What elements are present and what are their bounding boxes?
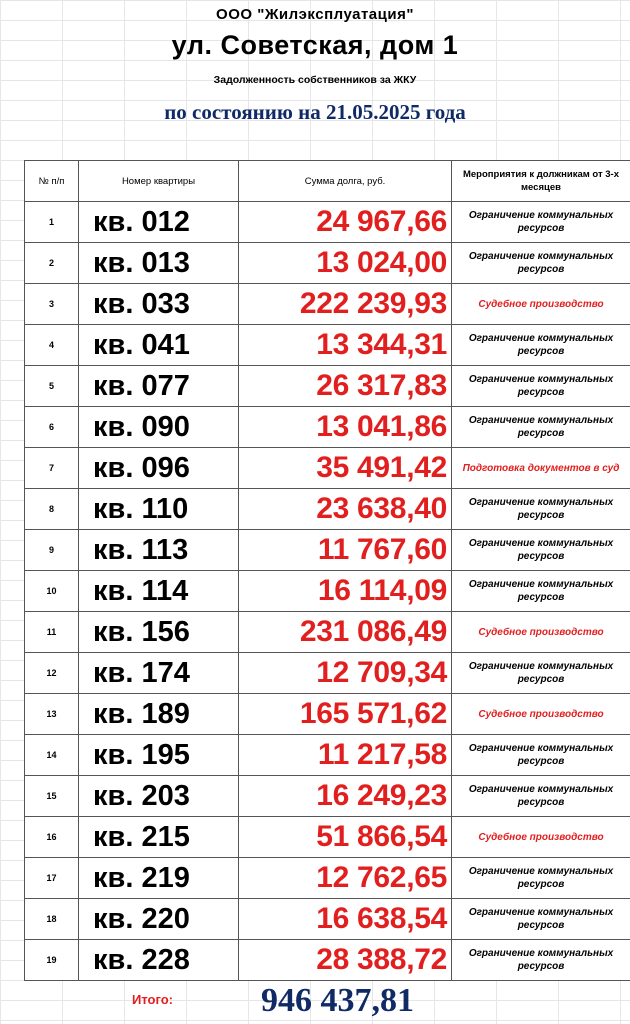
row-number: 17 bbox=[25, 858, 79, 899]
row-number: 3 bbox=[25, 284, 79, 325]
debt-amount: 35 491,42 bbox=[239, 448, 452, 489]
table-row bbox=[25, 407, 630, 448]
debt-amount: 11 217,58 bbox=[239, 735, 452, 776]
debt-amount: 222 239,93 bbox=[239, 284, 452, 325]
report-subtitle: Задолженность собственников за ЖКУ bbox=[213, 74, 417, 86]
table-row bbox=[25, 735, 630, 776]
total-label: Итого: bbox=[132, 992, 173, 1007]
debtor-action: Ограничение коммунальных ресурсов bbox=[452, 407, 630, 448]
debtor-action: Ограничение коммунальных ресурсов bbox=[452, 899, 630, 940]
apartment-number: кв. 156 bbox=[79, 612, 239, 653]
row-number: 10 bbox=[25, 571, 79, 612]
row-number: 12 bbox=[25, 653, 79, 694]
row-number: 13 bbox=[25, 694, 79, 735]
debtor-action: Ограничение коммунальных ресурсов bbox=[452, 776, 630, 817]
table-row bbox=[25, 612, 630, 653]
debtor-action: Судебное производство bbox=[452, 694, 630, 735]
row-number: 4 bbox=[25, 325, 79, 366]
debt-amount: 23 638,40 bbox=[239, 489, 452, 530]
table-row bbox=[25, 571, 630, 612]
debtor-action: Ограничение коммунальных ресурсов bbox=[452, 489, 630, 530]
debt-amount: 28 388,72 bbox=[239, 940, 452, 981]
row-number: 8 bbox=[25, 489, 79, 530]
address-title: ул. Советская, дом 1 bbox=[171, 30, 459, 60]
debtor-action: Ограничение коммунальных ресурсов bbox=[452, 530, 630, 571]
apartment-number: кв. 220 bbox=[79, 899, 239, 940]
debt-amount: 165 571,62 bbox=[239, 694, 452, 735]
col-header-debt: Сумма долга, руб. bbox=[239, 161, 452, 202]
debtor-action: Судебное производство bbox=[452, 817, 630, 858]
debt-amount: 11 767,60 bbox=[239, 530, 452, 571]
row-number: 5 bbox=[25, 366, 79, 407]
table-body bbox=[25, 202, 630, 981]
debt-amount: 12 762,65 bbox=[239, 858, 452, 899]
row-number: 14 bbox=[25, 735, 79, 776]
debtor-action: Подготовка документов в суд bbox=[452, 448, 630, 489]
row-number: 15 bbox=[25, 776, 79, 817]
debtor-action: Судебное производство bbox=[452, 612, 630, 653]
debt-amount: 13 041,86 bbox=[239, 407, 452, 448]
apartment-number: кв. 219 bbox=[79, 858, 239, 899]
col-header-number: № п/п bbox=[25, 161, 79, 202]
debtor-action: Ограничение коммунальных ресурсов bbox=[452, 735, 630, 776]
debt-amount: 12 709,34 bbox=[239, 653, 452, 694]
debtor-action: Ограничение коммунальных ресурсов bbox=[452, 940, 630, 981]
debt-amount: 26 317,83 bbox=[239, 366, 452, 407]
apartment-number: кв. 195 bbox=[79, 735, 239, 776]
debt-amount: 24 967,66 bbox=[239, 202, 452, 243]
row-number: 7 bbox=[25, 448, 79, 489]
debt-amount: 16 249,23 bbox=[239, 776, 452, 817]
apartment-number: кв. 012 bbox=[79, 202, 239, 243]
apartment-number: кв. 189 bbox=[79, 694, 239, 735]
debt-amount: 13 344,31 bbox=[239, 325, 452, 366]
row-number: 16 bbox=[25, 817, 79, 858]
table-row bbox=[25, 776, 630, 817]
table-row bbox=[25, 530, 630, 571]
apartment-number: кв. 228 bbox=[79, 940, 239, 981]
table-row bbox=[25, 202, 630, 243]
row-number: 11 bbox=[25, 612, 79, 653]
apartment-number: кв. 113 bbox=[79, 530, 239, 571]
table-row bbox=[25, 694, 630, 735]
apartment-number: кв. 090 bbox=[79, 407, 239, 448]
debtor-action: Судебное производство bbox=[452, 284, 630, 325]
row-number: 6 bbox=[25, 407, 79, 448]
row-number: 9 bbox=[25, 530, 79, 571]
debt-table bbox=[24, 160, 630, 981]
debtor-action: Ограничение коммунальных ресурсов bbox=[452, 202, 630, 243]
col-header-apartment: Номер квартиры bbox=[79, 161, 239, 202]
table-header-row bbox=[25, 161, 630, 202]
debt-amount: 231 086,49 bbox=[239, 612, 452, 653]
apartment-number: кв. 077 bbox=[79, 366, 239, 407]
apartment-number: кв. 174 bbox=[79, 653, 239, 694]
row-number: 2 bbox=[25, 243, 79, 284]
row-number: 1 bbox=[25, 202, 79, 243]
debtor-action: Ограничение коммунальных ресурсов bbox=[452, 858, 630, 899]
row-number: 18 bbox=[25, 899, 79, 940]
table-row bbox=[25, 817, 630, 858]
apartment-number: кв. 041 bbox=[79, 325, 239, 366]
table-row bbox=[25, 858, 630, 899]
debt-amount: 16 114,09 bbox=[239, 571, 452, 612]
report-date: по состоянию на 21.05.2025 года bbox=[164, 100, 466, 124]
org-name: ООО "Жилэксплуатация" bbox=[216, 6, 414, 23]
table-row bbox=[25, 284, 630, 325]
apartment-number: кв. 203 bbox=[79, 776, 239, 817]
table-row bbox=[25, 653, 630, 694]
apartment-number: кв. 013 bbox=[79, 243, 239, 284]
table-row bbox=[25, 448, 630, 489]
row-number: 19 bbox=[25, 940, 79, 981]
debtor-action: Ограничение коммунальных ресурсов bbox=[452, 571, 630, 612]
table-row bbox=[25, 489, 630, 530]
apartment-number: кв. 110 bbox=[79, 489, 239, 530]
debt-amount: 51 866,54 bbox=[239, 817, 452, 858]
table-row bbox=[25, 325, 630, 366]
apartment-number: кв. 114 bbox=[79, 571, 239, 612]
col-header-action: Мероприятия к должникам от 3-х месяцев bbox=[452, 161, 630, 202]
table-row bbox=[25, 366, 630, 407]
apartment-number: кв. 215 bbox=[79, 817, 239, 858]
debtor-action: Ограничение коммунальных ресурсов bbox=[452, 243, 630, 284]
table-row bbox=[25, 940, 630, 981]
apartment-number: кв. 033 bbox=[79, 284, 239, 325]
table-row bbox=[25, 899, 630, 940]
debtor-action: Ограничение коммунальных ресурсов bbox=[452, 366, 630, 407]
debt-amount: 16 638,54 bbox=[239, 899, 452, 940]
debtor-action: Ограничение коммунальных ресурсов bbox=[452, 325, 630, 366]
apartment-number: кв. 096 bbox=[79, 448, 239, 489]
debt-amount: 13 024,00 bbox=[239, 243, 452, 284]
debtor-action: Ограничение коммунальных ресурсов bbox=[452, 653, 630, 694]
total-value: 946 437,81 bbox=[261, 982, 414, 1019]
table-row bbox=[25, 243, 630, 284]
